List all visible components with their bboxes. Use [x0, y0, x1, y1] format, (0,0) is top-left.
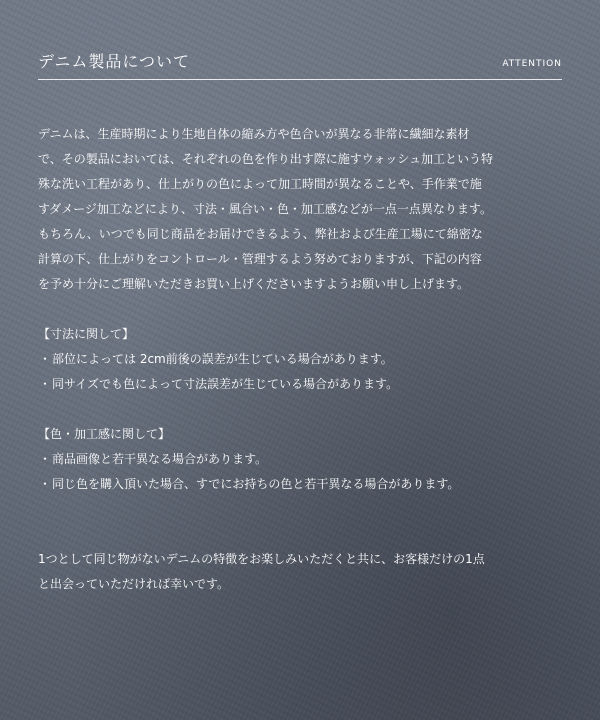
section-heading: 【色・加工感に関して】 [38, 427, 171, 441]
list-item-text: 同じ色を購入頂いた場合、すでにお持ちの色と若干異なる場合があります。 [52, 477, 460, 491]
size-notes-list [38, 347, 570, 397]
list-item [38, 372, 570, 397]
list-item [38, 447, 570, 472]
list-item-text: 同サイズでも色によって寸法誤差が生じている場合があります。 [52, 377, 399, 391]
attention-label: ATTENTION [502, 59, 562, 69]
closing-line: 1つとして同じ物がないデニムの特徴をお楽しみいただくと共に、お客様だけの1点 [38, 552, 485, 566]
intro-paragraph [38, 122, 570, 297]
intro-line: で、その製品においては、それぞれの色を作り出す際に施すウォッシュ加工という特 [38, 152, 494, 166]
intro-line: もちろん、いつでも同じ商品をお届けできるよう、弊社および生産工場にて綿密な [38, 227, 483, 241]
bullet: ・ [38, 452, 51, 466]
intro-line: を予め十分にご理解いただきお買い上げくださいますようお願い申し上げます。 [38, 277, 470, 291]
color-notes-list [38, 447, 570, 497]
intro-line: すダメージ加工などにより、寸法・風合い・色・加工感などが一点一点異なります。 [38, 202, 492, 216]
intro-line: 殊な洗い工程があり、仕上がりの色によって加工時間が異なることや、手作業で施 [38, 177, 482, 191]
content [38, 122, 570, 597]
spacer [38, 297, 570, 322]
size-section [38, 322, 570, 397]
list-item-text: 部位によっては 2cm前後の誤差が生じている場合があります。 [52, 352, 393, 366]
list-item [38, 472, 570, 497]
header-divider [38, 79, 562, 80]
spacer [38, 397, 570, 422]
section-heading: 【寸法に関して】 [38, 327, 135, 341]
closing-paragraph [38, 547, 570, 597]
closing-line: と出会っていただければ幸いです。 [38, 577, 230, 591]
color-section [38, 422, 570, 497]
list-item-text: 商品画像と若干異なる場合があります。 [52, 452, 268, 466]
spacer [38, 497, 570, 547]
page-title: デニム製品について [38, 52, 191, 71]
intro-line: デニムは、生産時期により生地自体の縮み方や色合いが異なる非常に繊細な素材 [38, 127, 470, 141]
intro-line: 計算の下、仕上がりをコントロール・管理するよう努めておりますが、下記の内容 [38, 252, 482, 266]
bullet: ・ [38, 377, 51, 391]
bullet: ・ [38, 352, 51, 366]
bullet: ・ [38, 477, 51, 491]
header [38, 52, 562, 76]
list-item [38, 347, 570, 372]
